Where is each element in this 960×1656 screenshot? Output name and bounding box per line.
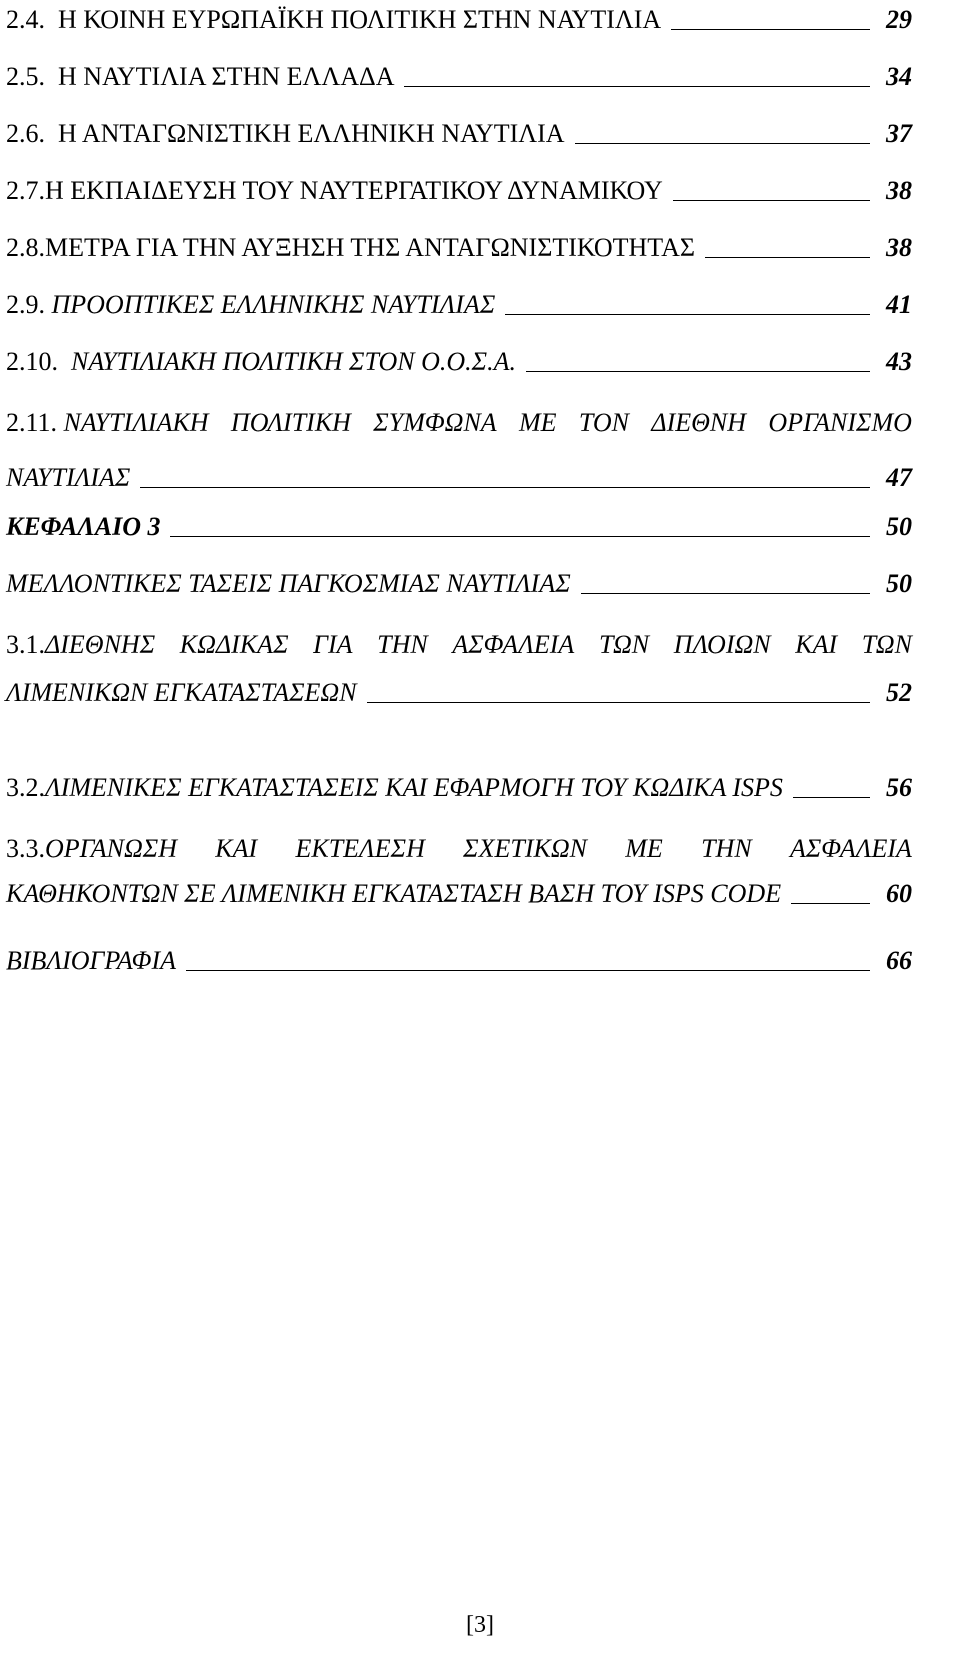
toc-entry-number: 2.6. [6,119,45,148]
toc-leader-line [793,797,870,798]
toc-leader-line [367,702,870,703]
toc-entry-number: 3.1. [6,630,45,659]
toc-leader-line [671,29,870,30]
toc-entry-title: ΠΡΟΟΠΤΙΚΕΣ ΕΛΛΗΝΙΚΗΣ ΝΑΥΤΙΛΙΑΣ [51,290,496,319]
toc-entry-future-trends[interactable] [6,569,912,599]
toc-leader-line [705,257,870,258]
toc-entry-title: Η ΕΚΠΑΙΔΕΥΣΗ ΤΟΥ ΝΑΥΤΕΡΓΑΤΙΚΟΥ ΔΥΝΑΜΙΚΟΥ [45,176,663,205]
toc-leader-line [505,314,870,315]
toc-entry-number: 3.3. [6,834,45,863]
toc-entry-number: 2.8. [6,233,45,262]
toc-entry-3-1[interactable]: 3.1.ΔΙΕΘΝΗΣ ΚΩΔΙΚΑΣ ΓΙΑ ΤΗΝ ΑΣΦΑΛΕΙΑ ΤΩΝ ΠΛΟΙΩΝ ΚΑΙ ΤΩΝ ΛΙΜΕΝΙΚΩΝ ΕΓΚΑΤΑΣΤΑΣΕΩΝ 52 [6,630,912,707]
toc-page-number: 41 [886,290,912,319]
toc-page-number: 38 [886,176,912,205]
toc-entry-number: 2.4. [6,5,45,34]
toc-entry-title: ΝΑΥΤΙΛΙΑΣ [6,463,131,492]
toc-entry-2-8[interactable] [6,233,912,263]
toc-entry-2-10[interactable] [6,347,912,377]
toc-entry-3-2[interactable] [6,773,912,803]
toc-entry-title: ΜΕΛΛΟΝΤΙΚΕΣ ΤΑΣΕΙΣ ΠΑΓΚΟΣΜΙΑΣ ΝΑΥΤΙΛΙΑΣ [6,569,571,598]
toc-entry-number: 2.10. [6,347,58,376]
toc-entry-bibliography[interactable] [6,946,912,976]
toc-leader-line [140,487,870,488]
toc-entry-3-3[interactable]: 3.3.ΟΡΓΑΝΩΣΗ ΚΑΙ ΕΚΤΕΛΕΣΗ ΣΧΕΤΙΚΩΝ ΜΕ ΤΗΝ ΑΣΦΑΛΕΙΑ ΚΑΘΗΚΟΝΤΩΝ ΣΕ ΛΙΜΕΝΙΚΗ ΕΓΚΑΤΑΣΤΑΣΗ ΒΑΣΗ ΤΟΥ ISPS CODE 60 [6,834,912,908]
toc-leader-line [526,371,870,372]
toc-entry-title: ΚΑΘΗΚΟΝΤΩΝ ΣΕ ΛΙΜΕΝΙΚΗ ΕΓΚΑΤΑΣΤΑΣΗ ΒΑΣΗ ΤΟΥ ISPS CODE [6,879,782,908]
toc-entry-number: 2.7. [6,176,45,205]
toc-entry-number: 2.5. [6,62,45,91]
toc-entry-title: Η ΑΝΤΑΓΩΝΙΣΤΙΚΗ ΕΛΛΗΝΙΚΗ ΝΑΥΤΙΛΙΑ [58,119,565,148]
toc-leader-line [673,200,870,201]
toc-leader-line [581,593,870,594]
toc-leader-line [404,86,870,87]
toc-entry-title: ΛΙΜΕΝΙΚΩΝ ΕΓΚΑΤΑΣΤΑΣΕΩΝ [6,678,357,707]
toc-page-number: 52 [886,678,912,707]
toc-entry-title: ΝΑΥΤΙΛΙΑΚΗ ΠΟΛΙΤΙΚΗ ΣΤΟΝ Ο.Ο.Σ.Α. [71,347,516,376]
toc-entry-2-5[interactable] [6,62,912,92]
toc-entry-title: ΛΙΜΕΝΙΚΕΣ ΕΓΚΑΤΑΣΤΑΣΕΙΣ ΚΑΙ ΕΦΑΡΜΟΓΗ ΤΟΥ ΚΩΔΙΚΑ ISPS [45,773,783,802]
toc-entry-2-11[interactable]: 2.11. ΝΑΥΤΙΛΙΑΚΗ ΠΟΛΙΤΙΚΗ ΣΥΜΦΩΝΑ ΜΕ ΤΟΝ ΔΙΕΘΝΗ ΟΡΓΑΝΙΣΜΟ ΝΑΥΤΙΛΙΑΣ 47 [6,408,912,492]
toc-leader-line [575,143,870,144]
toc-page-number: 29 [886,5,912,34]
toc-entry-title: Η ΚΟΙΝΗ ΕΥΡΩΠΑΪΚΗ ΠΟΛΙΤΙΚΗ ΣΤΗΝ ΝΑΥΤΙΛΙΑ [58,5,662,34]
toc-page-number: 34 [886,62,912,91]
toc-leader-line [170,536,870,537]
toc-page-number: 50 [886,569,912,598]
toc-entry-title: ΚΕΦΑΛΑΙΟ 3 [6,512,161,541]
toc-entry-2-6[interactable] [6,119,912,149]
toc-page-number: 56 [886,773,912,802]
toc-entry-title: Η ΝΑΥΤΙΛΙΑ ΣΤΗΝ ΕΛΛΑΔΑ [58,62,395,91]
toc-page-number: 60 [886,879,912,908]
toc-leader-line [791,903,870,904]
toc-entry-title: ΜΕΤΡΑ ΓΙΑ ΤΗΝ ΑΥΞΗΣΗ ΤΗΣ ΑΝΤΑΓΩΝΙΣΤΙΚΟΤΗΤΑΣ [45,233,695,262]
toc-page-number: 50 [886,512,912,541]
toc-leader-line [186,970,870,971]
toc-entry-number: 3.2. [6,773,45,802]
page-number-footer: [3] [466,1612,494,1638]
toc-page-number: 43 [886,347,912,376]
toc-page-number: 38 [886,233,912,262]
toc-entry-2-4[interactable] [6,5,912,35]
toc-entry-title: ΒΙΒΛΙΟΓΡΑΦΙΑ [6,946,176,975]
toc-page-number: 37 [886,119,912,148]
toc-entry-number: 2.11. [6,408,58,437]
toc-entry-2-7[interactable] [6,176,912,206]
toc-entry-chapter-3[interactable] [6,512,912,542]
toc-page-number: 66 [886,946,912,975]
toc-entry-2-9[interactable] [6,290,912,320]
toc-entry-number: 2.9. [6,290,45,319]
toc-page-number: 47 [886,463,912,492]
